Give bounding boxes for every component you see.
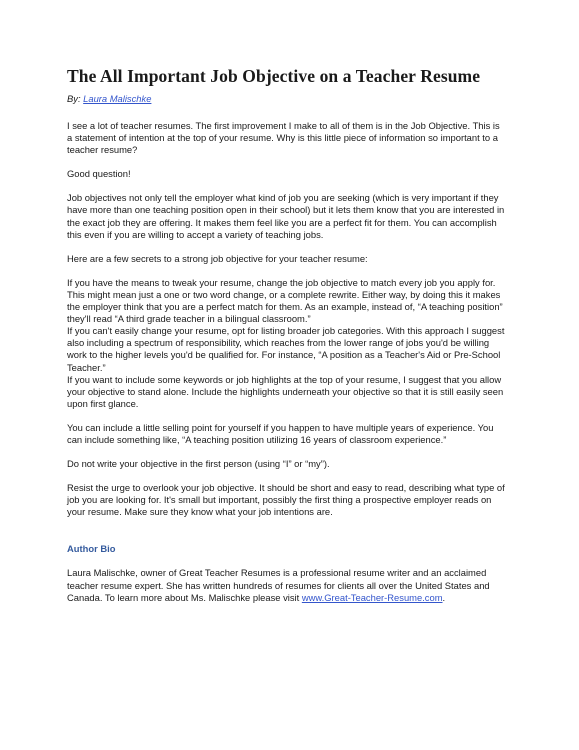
text-line: If you have the means to tweak your resume, change the job objective to match every job you apply for. [67, 276, 496, 288]
paragraph-selling-point [67, 422, 515, 446]
text-line: Here are a few secrets to a strong job objective for your teacher resume: [67, 252, 368, 264]
text-line: your objective to stand alone. Include the highlights underneath your objective so that it is still easily seen [67, 385, 504, 397]
website-link[interactable]: www.Great-Teacher-Resume.com [301, 591, 443, 603]
author-bio-heading: Author Bio [67, 543, 116, 555]
text-line: can include something like, “A teaching position utilizing 16 years of classroom experience.” [67, 433, 447, 445]
paragraph-first-person [67, 458, 515, 470]
document-title: The All Important Job Objective on a Teacher Resume [67, 66, 481, 86]
paragraph-intro [67, 120, 515, 156]
text-line: teacher resume expert. She has written hundreds of resumes for clients all over the United States and [67, 579, 490, 591]
text-line: this even if you are willing to accept a variety of teaching jobs. [67, 228, 324, 240]
article-body [67, 120, 515, 518]
text-line: the exact job they are offering. It makes them feel like you are a perfect fit for them. You can accomplish [67, 216, 497, 228]
text-line: Good question! [67, 168, 131, 180]
text-line: your resume. Make sure they know what your job intentions are. [67, 506, 333, 518]
text-line: Laura Malischke, owner of Great Teacher Resumes is a professional resume writer and an acclaimed [67, 567, 487, 579]
text-line: If you can't easily change your resume, opt for listing broader job categories. With this approach I suggest [67, 325, 505, 337]
text-line: the employer think that you are a perfect match for them. As an example, instead of, “A teaching position” [67, 301, 503, 313]
text-line: they'll read “A third grade teacher in a bilingual classroom.” [67, 313, 311, 325]
author-bio-text [67, 567, 515, 603]
text-line: Job objectives not only tell the employer what kind of job you are seeking (which is very important if they [67, 192, 499, 204]
paragraph-resist-urge [67, 482, 515, 518]
bio-text-fragment: . [442, 591, 446, 603]
text-line: Resist the urge to overlook your job objective. It should be short and easy to read, describing what type of [67, 482, 505, 494]
paragraph-job-objectives [67, 192, 515, 240]
text-line [67, 592, 515, 604]
byline [67, 93, 515, 105]
text-line: If you want to include some keywords or job highlights at the top of your resume, I suggest that you allow [67, 373, 502, 385]
paragraph-secrets-intro [67, 253, 515, 265]
text-line: also including a spectrum of responsibility, which reaches from the lower range of jobs you'd be willing [67, 337, 490, 349]
text-line: This might mean just a one or two word change, or a complete rewrite. Either way, by doing this it makes [67, 288, 501, 300]
document-page [67, 66, 515, 604]
text-line: work to the higher levels you'd be qualified for. For instance, “A position as a Teacher's Aid or Pre-School [67, 349, 501, 361]
text-line: upon first glance. [67, 397, 139, 409]
text-line: job you are looking for. It's small but important, possibly the first thing a prospective employer reads on [67, 494, 492, 506]
paragraph-secrets-list [67, 277, 515, 410]
text-line: Teacher.” [67, 361, 106, 373]
paragraph-good-question [67, 168, 515, 180]
bio-text-fragment: Canada. To learn more about Ms. Malischke please visit [67, 591, 302, 603]
text-line: have more than one teaching position open in their school) but it lets them know that you are interested in [67, 204, 505, 216]
author-link[interactable]: Laura Malischke [83, 93, 152, 104]
text-line: a statement of intention at the top of your resume. Why is this little piece of information so important to a [67, 132, 498, 144]
byline-label: By: [67, 93, 81, 104]
text-line: Do not write your objective in the first person (using “I” or “my”). [67, 458, 330, 470]
text-line: I see a lot of teacher resumes. The first improvement I make to all of them is in the Job Objective. This is [67, 120, 500, 131]
text-line: You can include a little selling point for yourself if you happen to have multiple years of experience. You [67, 421, 494, 433]
text-line: teacher resume? [67, 144, 138, 156]
